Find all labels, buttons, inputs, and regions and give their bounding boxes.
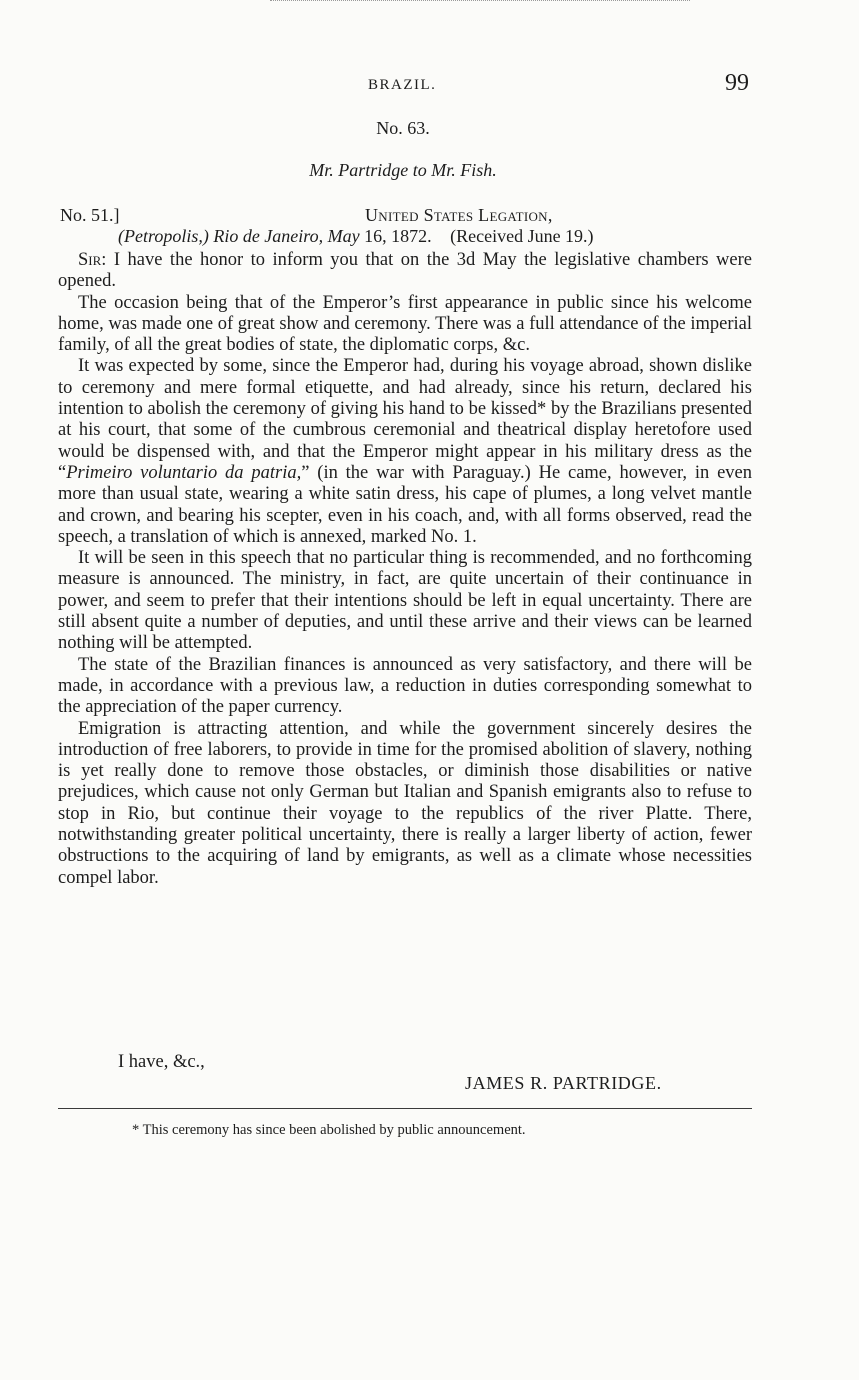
place: (Petropolis,) Rio de Janeiro, May [118, 226, 360, 246]
paragraph: The state of the Brazilian finances is announced as very satisfactory, and there will be made, in accordance with a previous law, a reduction in duties corresponding somewhat to the appreciation of the paper currency. [58, 654, 752, 718]
dispatch-number: No. 51.] [60, 205, 120, 225]
paragraph-text: I have the honor to inform you that on the 3d May the legislative chambers were opened. [58, 250, 752, 292]
letter-body [58, 250, 752, 889]
signature: JAMES R. PARTRIDGE. [465, 1073, 662, 1093]
footnote-rule [58, 1108, 752, 1109]
paragraph-text: ” (in the war with Paraguay.) He came, however, in even more than usual state, wearing a white satin dress, his cape of plumes, a long velvet mantle and crown, and bearing his scepter, even in his coach, and, with all forms observed, read the speech, a translation of which is annexed, marked No. 1. [58, 462, 752, 547]
paragraph: It will be seen in this speech that no particular thing is recommended, and no forthcoming measure is announced. The ministry, in fact, are quite uncertain of their continuance in power, and seem to prefer that their intentions should be left in equal uncertainty. There are still absent quite a number of deputies, and until these arrive and their views can be learned nothing will be attempted. [58, 548, 752, 654]
italic-phrase: Primeiro voluntario da patria, [66, 462, 302, 483]
document-heading: Mr. Partridge to Mr. Fish. [309, 160, 497, 180]
page-number: 99 [725, 70, 749, 96]
page-top-edge [270, 0, 690, 6]
paragraph: Emigration is attracting attention, and while the government sincerely desires the introduction of free laborers, to provide in time for the promised abolition of slavery, nothing is yet really done to remove those obstacles, or diminish those disabilities or native prejudices, which cause not only German but Italian and Spanish emigrants also to refuse to stop in Rio, but continue their voyage to the republics of the river Platte. There, notwithstanding greater political uncertainty, there is really a larger liberty of action, fewer obstructions to the acquiring of land by emigrants, as well as a climate whose necessities compel labor. [58, 718, 752, 888]
running-head [0, 70, 859, 102]
paragraph [58, 356, 752, 548]
footnote: * This ceremony has since been abolished by public announcement. [132, 1122, 526, 1138]
received-note: (Received June 19.) [450, 226, 594, 246]
paragraph: The occasion being that of the Emperor’s first appearance in public since his welcome home, was made one of great show and ceremony. There was a full attendance of the imperial family, of all the great bodies of state, the diplomatic corps, &c. [58, 292, 752, 356]
running-title: BRAZIL. [368, 77, 437, 93]
paragraph-text: It was expected by some, since the Emperor had, during his voyage abroad, shown dislike to ceremony and mere formal etiquette, and had already, since his return, declared his intention to abolish the ceremony of giving his hand to be kissed* by the Brazilians presented at his court, that some of the cumbrous ceremonial and theatrical display heretofore used would be dispensed with, and that the Emperor might appear in his military dress as the “ [58, 356, 752, 483]
paragraph [58, 250, 752, 293]
date: 16, 1872. [364, 226, 432, 246]
closing: I have, &c., [118, 1052, 205, 1072]
legation-name: United States Legation, [365, 205, 553, 225]
document-number: No. 63. [376, 118, 430, 138]
salutation: Sir: [78, 250, 107, 270]
place-date-line [118, 226, 758, 247]
